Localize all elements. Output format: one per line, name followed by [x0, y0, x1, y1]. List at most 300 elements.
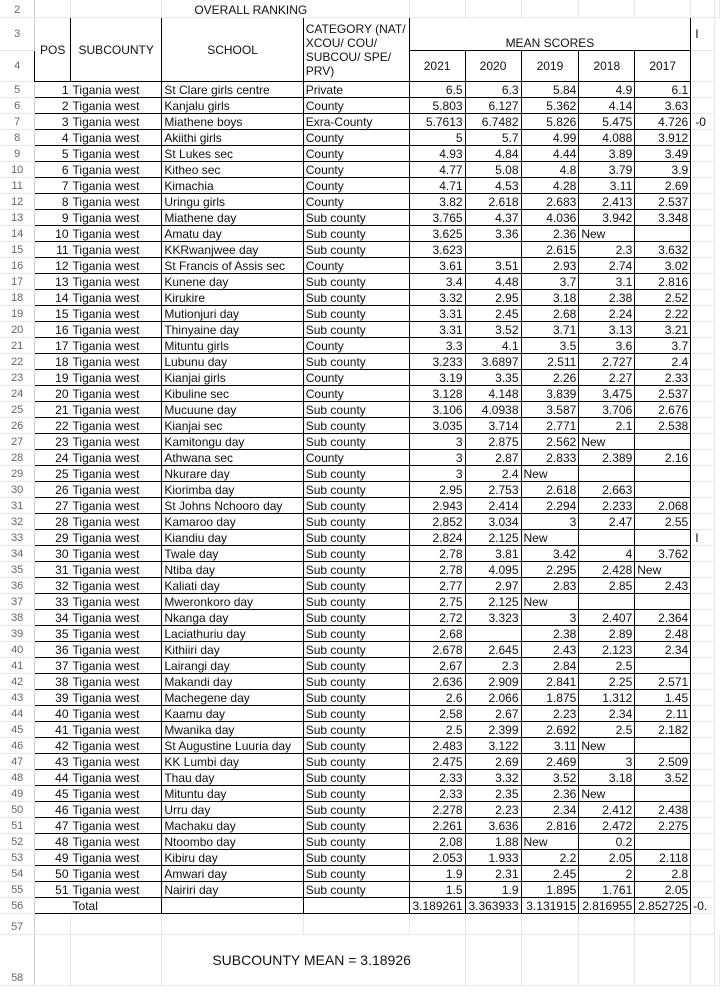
score-cell[interactable]: 2.16 [635, 450, 691, 466]
category-cell[interactable]: Sub county [303, 402, 409, 418]
subcounty-cell[interactable]: Tigania west [71, 194, 162, 210]
score-cell[interactable]: 2.407 [579, 610, 635, 626]
score-cell[interactable]: 2.753 [465, 482, 521, 498]
score-cell[interactable]: 2.8 [635, 866, 691, 882]
edge-fragment[interactable] [691, 274, 715, 290]
subcounty-cell[interactable]: Tigania west [71, 354, 162, 370]
pos-cell[interactable]: 30 [35, 546, 71, 562]
category-cell[interactable]: Sub county [303, 530, 409, 546]
school-cell[interactable]: Nkanga day [162, 610, 303, 626]
score-cell[interactable]: 2.78 [409, 562, 465, 578]
school-cell[interactable]: Kamitongu day [162, 434, 303, 450]
pos-cell[interactable]: 51 [35, 882, 71, 898]
subcounty-cell[interactable]: Tigania west [71, 514, 162, 530]
score-cell[interactable]: 3.52 [521, 770, 579, 786]
empty-cell[interactable] [465, 914, 521, 935]
subcounty-cell[interactable]: Tigania west [71, 562, 162, 578]
score-cell[interactable]: 2.35 [465, 786, 521, 802]
school-cell[interactable]: Athwana sec [162, 450, 303, 466]
score-cell[interactable]: New [521, 834, 579, 850]
score-cell[interactable] [635, 834, 691, 850]
edge-fragment[interactable] [691, 162, 715, 178]
empty-cell[interactable] [465, 0, 521, 18]
subcounty-mean[interactable]: SUBCOUNTY MEAN = 3.18926 [162, 935, 465, 986]
score-cell[interactable]: 3.52 [465, 322, 521, 338]
category-cell[interactable]: Sub county [303, 754, 409, 770]
score-cell[interactable]: 2.6 [409, 690, 465, 706]
school-cell[interactable]: Kamaroo day [162, 514, 303, 530]
score-cell[interactable]: 2.278 [409, 802, 465, 818]
score-cell[interactable]: 3.02 [635, 258, 691, 274]
edge-fragment[interactable] [691, 98, 715, 114]
category-cell[interactable]: Sub county [303, 594, 409, 610]
edge-fragment[interactable] [691, 514, 715, 530]
score-cell[interactable]: 2.771 [521, 418, 579, 434]
pos-cell[interactable]: 7 [35, 178, 71, 194]
pos-cell[interactable]: 3 [35, 114, 71, 130]
score-cell[interactable]: New [579, 434, 635, 450]
school-cell[interactable]: Mucuune day [162, 402, 303, 418]
score-cell[interactable]: 2.69 [635, 178, 691, 194]
category-cell[interactable]: Sub county [303, 690, 409, 706]
score-cell[interactable]: 5 [409, 130, 465, 146]
empty-cell[interactable] [71, 935, 162, 986]
school-cell[interactable]: St Lukes sec [162, 146, 303, 162]
score-cell[interactable]: 3.63 [635, 98, 691, 114]
score-cell[interactable]: 3.632 [635, 242, 691, 258]
score-cell[interactable]: 2.5 [579, 722, 635, 738]
pos-cell[interactable]: 16 [35, 322, 71, 338]
score-cell[interactable]: 2.45 [521, 866, 579, 882]
score-cell[interactable]: 2.93 [521, 258, 579, 274]
score-cell[interactable]: 3.912 [635, 130, 691, 146]
score-cell[interactable]: 2.58 [409, 706, 465, 722]
pos-cell[interactable]: 26 [35, 482, 71, 498]
score-cell[interactable]: 2.538 [635, 418, 691, 434]
score-cell[interactable]: 5.475 [579, 114, 635, 130]
score-cell[interactable]: 2.43 [635, 578, 691, 594]
school-cell[interactable]: St Johns Nchooro day [162, 498, 303, 514]
score-cell[interactable]: 2.3 [579, 242, 635, 258]
edge-fragment[interactable]: I [691, 530, 715, 546]
score-cell[interactable]: 4.726 [635, 114, 691, 130]
score-cell[interactable]: 3.18 [521, 290, 579, 306]
category-cell[interactable]: County [303, 98, 409, 114]
score-cell[interactable]: 2.34 [635, 642, 691, 658]
score-cell[interactable]: 3.128 [409, 386, 465, 402]
score-cell[interactable]: 3.32 [409, 290, 465, 306]
score-cell[interactable]: 1.895 [521, 882, 579, 898]
score-cell[interactable]: 3.81 [465, 546, 521, 562]
category-cell[interactable]: Sub county [303, 466, 409, 482]
score-cell[interactable]: New [521, 466, 579, 482]
edge-fragment[interactable] [691, 722, 715, 738]
total-score[interactable]: 3.131915 [521, 898, 579, 914]
school-cell[interactable]: Kibuline sec [162, 386, 303, 402]
school-cell[interactable]: Kianjai girls [162, 370, 303, 386]
category-cell[interactable]: County [303, 178, 409, 194]
pos-cell[interactable]: 43 [35, 754, 71, 770]
category-cell[interactable]: Sub county [303, 546, 409, 562]
subcounty-cell[interactable]: Tigania west [71, 850, 162, 866]
subcounty-cell[interactable]: Tigania west [71, 370, 162, 386]
score-cell[interactable]: 2.483 [409, 738, 465, 754]
pos-cell[interactable]: 9 [35, 210, 71, 226]
score-cell[interactable]: 4.1 [465, 338, 521, 354]
edge-fragment[interactable] [691, 258, 715, 274]
score-cell[interactable]: 1.5 [409, 882, 465, 898]
edge-fragment[interactable] [691, 850, 715, 866]
score-cell[interactable]: 2.852 [409, 514, 465, 530]
category-cell[interactable]: County [303, 162, 409, 178]
school-cell[interactable]: Ntoombo day [162, 834, 303, 850]
category-cell[interactable]: Sub county [303, 770, 409, 786]
score-cell[interactable]: 3.71 [521, 322, 579, 338]
edge-fragment[interactable] [691, 178, 715, 194]
edge-fragment[interactable] [691, 386, 715, 402]
subcounty-cell[interactable]: Tigania west [71, 594, 162, 610]
pos-cell[interactable]: 22 [35, 418, 71, 434]
subcounty-cell[interactable]: Tigania west [71, 658, 162, 674]
score-cell[interactable]: 2.233 [579, 498, 635, 514]
score-cell[interactable]: 2.295 [521, 562, 579, 578]
category-cell[interactable]: County [303, 450, 409, 466]
pos-cell[interactable]: 4 [35, 130, 71, 146]
empty-cell[interactable] [521, 0, 579, 18]
score-cell[interactable]: 2.678 [409, 642, 465, 658]
empty-cell[interactable] [691, 51, 715, 82]
school-cell[interactable]: Twale day [162, 546, 303, 562]
school-cell[interactable]: Uringu girls [162, 194, 303, 210]
edge-fragment[interactable] [691, 738, 715, 754]
score-cell[interactable]: 5.84 [521, 82, 579, 98]
score-cell[interactable]: 4.095 [465, 562, 521, 578]
edge-fragment[interactable] [691, 82, 715, 98]
edge-fragment[interactable] [691, 626, 715, 642]
score-cell[interactable] [465, 626, 521, 642]
score-cell[interactable]: 3.52 [635, 770, 691, 786]
school-cell[interactable]: Kimachia [162, 178, 303, 194]
empty-cell[interactable] [35, 0, 71, 18]
score-cell[interactable]: 2.26 [521, 370, 579, 386]
score-cell[interactable]: 1.312 [579, 690, 635, 706]
pos-cell[interactable]: 5 [35, 146, 71, 162]
pos-cell[interactable]: 42 [35, 738, 71, 754]
score-cell[interactable]: New [521, 594, 579, 610]
total-label[interactable]: Total [71, 898, 162, 914]
score-cell[interactable]: 2.123 [579, 642, 635, 658]
score-cell[interactable]: New [521, 530, 579, 546]
edge-fragment[interactable] [691, 706, 715, 722]
category-cell[interactable]: Sub county [303, 866, 409, 882]
score-cell[interactable]: 2.68 [409, 626, 465, 642]
empty-cell[interactable] [71, 0, 162, 18]
pos-cell[interactable]: 12 [35, 258, 71, 274]
score-cell[interactable]: 5.826 [521, 114, 579, 130]
score-cell[interactable]: 2.414 [465, 498, 521, 514]
empty-cell[interactable] [579, 935, 635, 986]
subcounty-cell[interactable]: Tigania west [71, 338, 162, 354]
score-cell[interactable]: 5.362 [521, 98, 579, 114]
score-cell[interactable]: 3.348 [635, 210, 691, 226]
edge-fragment[interactable] [691, 882, 715, 898]
empty-cell[interactable] [162, 898, 303, 914]
school-cell[interactable]: Mutionjuri day [162, 306, 303, 322]
score-cell[interactable]: 2.1 [579, 418, 635, 434]
empty-cell[interactable] [303, 898, 409, 914]
edge-fragment[interactable] [691, 834, 715, 850]
category-cell[interactable]: County [303, 370, 409, 386]
score-cell[interactable]: 2 [579, 866, 635, 882]
header-subcounty[interactable]: SUBCOUNTY [71, 18, 162, 82]
pos-cell[interactable]: 23 [35, 434, 71, 450]
pos-cell[interactable]: 14 [35, 290, 71, 306]
category-cell[interactable]: Sub county [303, 498, 409, 514]
subcounty-cell[interactable]: Tigania west [71, 530, 162, 546]
edge-fragment[interactable] [691, 482, 715, 498]
pos-cell[interactable]: 40 [35, 706, 71, 722]
score-cell[interactable]: 3.706 [579, 402, 635, 418]
pos-cell[interactable]: 25 [35, 466, 71, 482]
empty-cell[interactable] [71, 914, 162, 935]
pos-cell[interactable]: 13 [35, 274, 71, 290]
category-cell[interactable]: Sub county [303, 578, 409, 594]
score-cell[interactable]: 3.942 [579, 210, 635, 226]
header-category[interactable]: CATEGORY (NAT/ XCOU/ COU/ SUBCOU/ SPE/ PRV) [303, 18, 409, 82]
score-cell[interactable]: 2.389 [579, 450, 635, 466]
total-score[interactable]: 3.189261 [409, 898, 465, 914]
score-cell[interactable]: 2.412 [579, 802, 635, 818]
score-cell[interactable]: 1.88 [465, 834, 521, 850]
pos-cell[interactable]: 27 [35, 498, 71, 514]
score-cell[interactable]: 2.77 [409, 578, 465, 594]
score-cell[interactable]: 2.428 [579, 562, 635, 578]
score-cell[interactable]: 2.615 [521, 242, 579, 258]
score-cell[interactable]: 4.53 [465, 178, 521, 194]
score-cell[interactable]: 2.97 [465, 578, 521, 594]
score-cell[interactable]: 3.6 [579, 338, 635, 354]
score-cell[interactable]: 2.663 [579, 482, 635, 498]
category-cell[interactable]: Sub county [303, 210, 409, 226]
category-cell[interactable]: Exra-County [303, 114, 409, 130]
school-cell[interactable]: Nkurare day [162, 466, 303, 482]
subcounty-cell[interactable]: Tigania west [71, 82, 162, 98]
score-cell[interactable]: 2.85 [579, 578, 635, 594]
score-cell[interactable]: 2.4 [465, 466, 521, 482]
score-cell[interactable]: 4.99 [521, 130, 579, 146]
score-cell[interactable]: 2.84 [521, 658, 579, 674]
score-cell[interactable]: 2.33 [409, 770, 465, 786]
empty-cell[interactable] [635, 914, 691, 935]
score-cell[interactable]: 2.438 [635, 802, 691, 818]
category-cell[interactable]: Sub county [303, 482, 409, 498]
score-cell[interactable]: 3.7 [521, 274, 579, 290]
edge-fragment[interactable] [691, 130, 715, 146]
score-cell[interactable]: 3.233 [409, 354, 465, 370]
empty-cell[interactable] [635, 0, 691, 18]
edge-fragment[interactable] [691, 194, 715, 210]
school-cell[interactable]: Machaku day [162, 818, 303, 834]
score-cell[interactable]: 2.909 [465, 674, 521, 690]
score-cell[interactable]: 2.4 [635, 354, 691, 370]
score-cell[interactable]: 3.11 [521, 738, 579, 754]
total-score[interactable]: 2.816955 [579, 898, 635, 914]
subcounty-cell[interactable]: Tigania west [71, 178, 162, 194]
category-cell[interactable]: Sub county [303, 642, 409, 658]
pos-cell[interactable]: 33 [35, 594, 71, 610]
score-cell[interactable]: 1.9 [409, 866, 465, 882]
score-cell[interactable]: 2.83 [521, 578, 579, 594]
subcounty-cell[interactable]: Tigania west [71, 402, 162, 418]
score-cell[interactable]: 2.618 [521, 482, 579, 498]
score-cell[interactable]: 1.45 [635, 690, 691, 706]
score-cell[interactable]: 6.127 [465, 98, 521, 114]
score-cell[interactable]: 3.32 [465, 770, 521, 786]
edge-fragment[interactable] [691, 546, 715, 562]
score-cell[interactable]: 2.67 [409, 658, 465, 674]
score-cell[interactable] [635, 738, 691, 754]
score-cell[interactable] [579, 466, 635, 482]
school-cell[interactable]: Kaliati day [162, 578, 303, 594]
school-cell[interactable]: Urru day [162, 802, 303, 818]
score-cell[interactable]: 6.3 [465, 82, 521, 98]
subcounty-cell[interactable]: Tigania west [71, 770, 162, 786]
category-cell[interactable]: Sub county [303, 274, 409, 290]
score-cell[interactable]: 2.275 [635, 818, 691, 834]
pos-cell[interactable]: 20 [35, 386, 71, 402]
score-cell[interactable]: 2.537 [635, 386, 691, 402]
pos-cell[interactable]: 39 [35, 690, 71, 706]
score-cell[interactable]: 3.21 [635, 322, 691, 338]
score-cell[interactable]: 2.27 [579, 370, 635, 386]
header-year-2020[interactable]: 2020 [465, 51, 521, 82]
category-cell[interactable]: Sub county [303, 418, 409, 434]
score-cell[interactable]: 2.816 [635, 274, 691, 290]
score-cell[interactable]: 2.23 [521, 706, 579, 722]
score-cell[interactable]: 3.19 [409, 370, 465, 386]
score-cell[interactable]: 4.148 [465, 386, 521, 402]
score-cell[interactable]: 3.714 [465, 418, 521, 434]
score-cell[interactable]: 3.79 [579, 162, 635, 178]
score-cell[interactable]: 2.38 [521, 626, 579, 642]
edge-fragment[interactable] [691, 402, 715, 418]
score-cell[interactable]: 2.636 [409, 674, 465, 690]
score-cell[interactable]: 2.066 [465, 690, 521, 706]
school-cell[interactable]: Miathene boys [162, 114, 303, 130]
score-cell[interactable]: 3.61 [409, 258, 465, 274]
score-cell[interactable]: 3 [579, 754, 635, 770]
score-cell[interactable]: 2.52 [635, 290, 691, 306]
score-cell[interactable]: 3.623 [409, 242, 465, 258]
school-cell[interactable]: Thau day [162, 770, 303, 786]
pos-cell[interactable]: 48 [35, 834, 71, 850]
subcounty-cell[interactable]: Tigania west [71, 386, 162, 402]
edge-fragment[interactable] [691, 498, 715, 514]
pos-cell[interactable]: 1 [35, 82, 71, 98]
score-cell[interactable]: 4.0938 [465, 402, 521, 418]
score-cell[interactable] [635, 466, 691, 482]
score-cell[interactable]: 4.44 [521, 146, 579, 162]
edge-fragment[interactable] [691, 562, 715, 578]
subcounty-cell[interactable]: Tigania west [71, 258, 162, 274]
score-cell[interactable]: 1.875 [521, 690, 579, 706]
score-cell[interactable]: 2.78 [409, 546, 465, 562]
score-cell[interactable]: 2.943 [409, 498, 465, 514]
score-cell[interactable]: 2.34 [579, 706, 635, 722]
edge-fragment[interactable] [691, 642, 715, 658]
category-cell[interactable]: Sub county [303, 786, 409, 802]
score-cell[interactable]: 2.816 [521, 818, 579, 834]
empty-cell[interactable] [691, 935, 715, 986]
score-cell[interactable]: 3.034 [465, 514, 521, 530]
category-cell[interactable]: Private [303, 82, 409, 98]
score-cell[interactable]: 4.93 [409, 146, 465, 162]
category-cell[interactable]: Sub county [303, 434, 409, 450]
subcounty-cell[interactable]: Tigania west [71, 146, 162, 162]
total-score[interactable]: 2.852725 [635, 898, 691, 914]
score-cell[interactable]: 2.87 [465, 450, 521, 466]
score-cell[interactable]: 2.33 [409, 786, 465, 802]
empty-cell[interactable] [691, 914, 715, 935]
subcounty-cell[interactable]: Tigania west [71, 834, 162, 850]
score-cell[interactable]: 2.511 [521, 354, 579, 370]
empty-cell[interactable] [35, 935, 71, 986]
empty-cell[interactable] [409, 0, 465, 18]
score-cell[interactable]: 3 [521, 514, 579, 530]
score-cell[interactable]: 3.765 [409, 210, 465, 226]
score-cell[interactable]: 2.95 [409, 482, 465, 498]
category-cell[interactable]: Sub county [303, 514, 409, 530]
score-cell[interactable]: 4.37 [465, 210, 521, 226]
empty-cell[interactable] [715, 0, 720, 18]
score-cell[interactable] [635, 658, 691, 674]
subcounty-cell[interactable]: Tigania west [71, 242, 162, 258]
score-cell[interactable]: 2.36 [521, 226, 579, 242]
school-cell[interactable]: St Clare girls centre [162, 82, 303, 98]
school-cell[interactable]: Laciathuriu day [162, 626, 303, 642]
score-cell[interactable]: 3.7 [635, 338, 691, 354]
score-cell[interactable]: 4.84 [465, 146, 521, 162]
score-cell[interactable]: 2.22 [635, 306, 691, 322]
score-cell[interactable]: New [579, 226, 635, 242]
score-cell[interactable]: 2.413 [579, 194, 635, 210]
score-cell[interactable]: 2.72 [409, 610, 465, 626]
score-cell[interactable]: 3.11 [579, 178, 635, 194]
score-cell[interactable]: 5.08 [465, 162, 521, 178]
subcounty-cell[interactable]: Tigania west [71, 418, 162, 434]
school-cell[interactable]: Makandi day [162, 674, 303, 690]
pos-cell[interactable]: 37 [35, 658, 71, 674]
school-cell[interactable]: Kianjai sec [162, 418, 303, 434]
school-cell[interactable]: Mituntu day [162, 786, 303, 802]
score-cell[interactable]: 3 [409, 466, 465, 482]
header-year-2019[interactable]: 2019 [521, 51, 579, 82]
score-cell[interactable]: 2.34 [521, 802, 579, 818]
category-cell[interactable]: Sub county [303, 610, 409, 626]
school-cell[interactable]: Kibiru day [162, 850, 303, 866]
score-cell[interactable]: 4.8 [521, 162, 579, 178]
pos-cell[interactable]: 17 [35, 338, 71, 354]
pos-cell[interactable]: 36 [35, 642, 71, 658]
score-cell[interactable]: 3.13 [579, 322, 635, 338]
score-cell[interactable]: 2.33 [635, 370, 691, 386]
score-cell[interactable]: 3.106 [409, 402, 465, 418]
score-cell[interactable]: 2.182 [635, 722, 691, 738]
edge-fragment[interactable] [691, 290, 715, 306]
school-cell[interactable]: Mituntu girls [162, 338, 303, 354]
subcounty-cell[interactable]: Tigania west [71, 626, 162, 642]
score-cell[interactable]: 3 [409, 434, 465, 450]
